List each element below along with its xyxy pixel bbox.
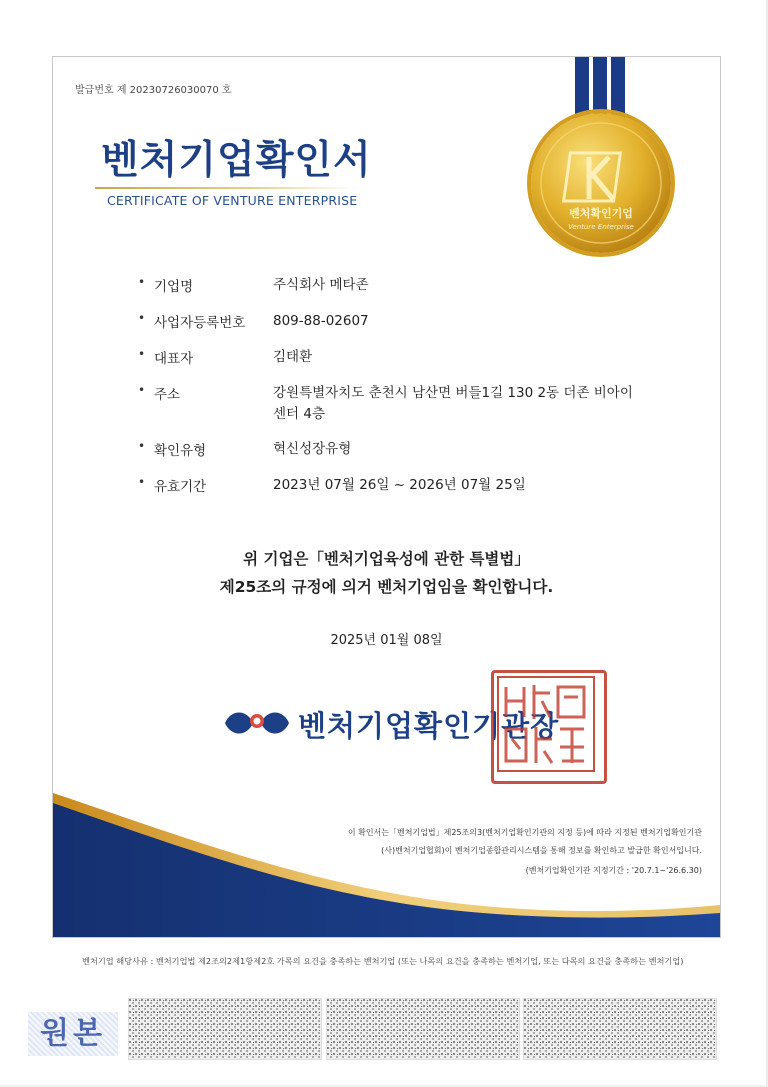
certificate-subtitle: CERTIFICATE OF VENTURE ENTERPRISE xyxy=(107,193,358,208)
bullet-icon: • xyxy=(138,275,146,289)
security-pattern-icon xyxy=(327,999,519,1059)
statement-line-2: 제25조의 규정에 의거 벤처기업임을 확인합니다. xyxy=(219,578,554,596)
issue-date: 2025년 01월 08일 xyxy=(330,633,443,648)
field-label: 주소 xyxy=(154,387,181,403)
seal-stamp-icon xyxy=(494,673,598,775)
footnote-line-1: 이 확인서는「벤처기업법」제25조의3(벤처기업확인기관의 지정 등)에 따라 지정된 벤처기업확인기관 xyxy=(347,828,702,837)
certificate-title: 벤처기업확인서 xyxy=(101,138,372,183)
bullet-icon: • xyxy=(138,347,146,361)
statement-line-1: 위 기업은「벤처기업육성에 관한 특별법」 xyxy=(243,550,530,568)
field-value: 김태환 xyxy=(273,349,313,365)
certificate xyxy=(52,56,721,938)
field-label: 대표자 xyxy=(154,351,194,367)
bullet-icon: • xyxy=(138,311,146,325)
gold-medal-emblem xyxy=(531,113,671,253)
field-value: 2023년 07월 26일 ~ 2026년 07월 25일 xyxy=(273,477,526,493)
bullet-icon: • xyxy=(138,439,146,453)
copy-mark-text: 원본 xyxy=(28,1012,118,1056)
security-pattern-icon xyxy=(129,999,321,1059)
field-label: 기업명 xyxy=(154,279,194,295)
official-seal-stamp xyxy=(491,670,607,784)
security-pattern-icon xyxy=(524,999,716,1059)
issuer-name: 벤처기업확인기관장 xyxy=(298,709,560,743)
field-label: 유효기간 xyxy=(154,479,207,495)
field-value: 809-88-02607 xyxy=(273,313,369,329)
field-value: 강원특별자치도 춘천시 남산면 버들1길 130 2동 더존 비아이센터 4층 xyxy=(273,385,633,422)
medal-text: 벤처확인기업 xyxy=(569,207,633,220)
medal-subtext: Venture Enterprise xyxy=(568,223,634,231)
security-pattern xyxy=(128,998,322,1060)
footnote-line-2: (사)벤처기업협회)이 벤처기업종합관리시스템을 통해 정보를 확인하고 발급한 확인서입니다. xyxy=(381,846,702,855)
security-pattern xyxy=(523,998,717,1060)
bullet-icon: • xyxy=(138,475,146,489)
issue-number: 발급번호 제 20230726030070 호 xyxy=(75,85,232,96)
medal-icon xyxy=(531,113,671,253)
bullet-icon: • xyxy=(138,383,146,397)
field-value: 주식회사 메타존 xyxy=(273,277,369,293)
venture-reason-note: 벤처기업 해당사유 : 벤처기업법 제2조의2제1항제2호 가목의 요건을 충족하는 벤처기업 (또는 나목의 요건을 충족하는 벤처기업, 또는 다목의 요건을 충족하는 벤처기업) xyxy=(82,956,684,966)
title-underline xyxy=(95,187,357,189)
security-pattern xyxy=(326,998,520,1060)
footnote-line-3: (벤처기업확인기관 지정기간 : '20.7.1~'26.6.30) xyxy=(525,866,702,875)
field-label: 확인유형 xyxy=(154,443,207,459)
field-label: 사업자등록번호 xyxy=(154,315,246,331)
field-value: 혁신성장유형 xyxy=(273,441,352,457)
original-copy-mark xyxy=(28,1012,118,1056)
issuer-logo-icon xyxy=(221,703,293,745)
